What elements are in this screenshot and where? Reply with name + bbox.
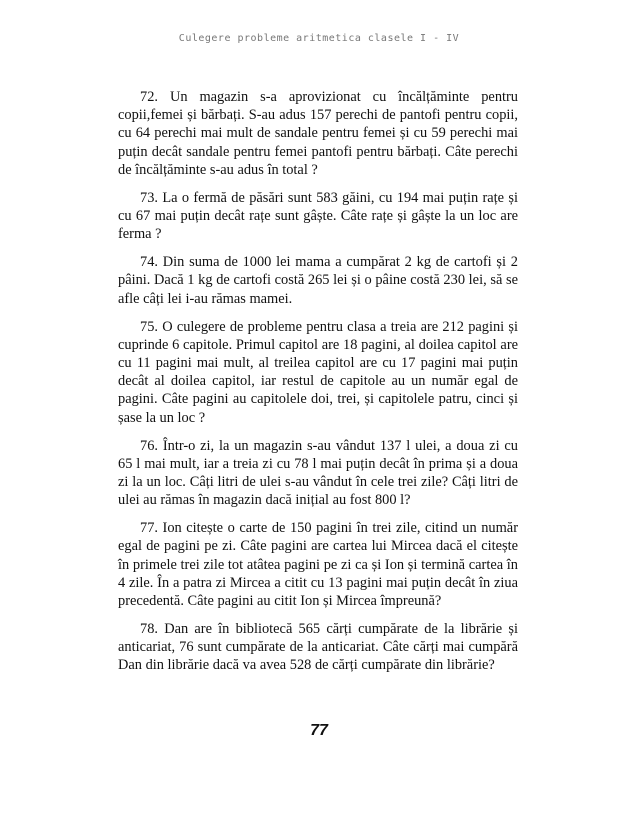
problem-number: 77.	[140, 520, 158, 537]
problem-text: La o fermă de păsări sunt 583 găini, cu 194 mai puțin rațe și cu 67 mai puțin decât rațe sunt gâște. Câte rațe și gâște la un loc are ferma ?	[118, 189, 518, 243]
problem-number: 78.	[140, 621, 158, 638]
problem-text: Ion citește o carte de 150 pagini în trei zile, citind un număr egal de pagini pe zi. Câte pagini are cartea lui Mircea dacă el citește în primele trei zile tot atâtea pagini pe zi ca și Ion și termină cartea în 4 zile. În a patra zi Mircea a citit cu 13 pagini mai puțin decât în ziua precedentă. Câte pagini au citit Ion și Mircea împreună?	[118, 520, 518, 610]
problem-76	[118, 437, 518, 510]
problem-text: Dan are în bibliotecă 565 cărți cumpărate de la librărie și anticariat, 76 sunt cumpărate de la anticariat. Câte cărți mai cumpără Dan din librărie dacă va avea 528 de cărți cumpărate din librărie?	[118, 621, 518, 674]
running-header: Culegere probleme aritmetica clasele I - IV	[178, 33, 460, 44]
problem-text: O culegere de probleme pentru clasa a treia are 212 pagini și cuprinde 6 capitole. Primul capitol are 18 pagini, al doilea capitol are cu 11 pagini mai mult, al treilea capitol are cu 17 pagini mai puțin decât al doilea capitol, iar restul de capitole au un număr egal de pagini. Câte pagini au capitolele doi, trei, și capitolele patru, cinci și șase la un loc ?	[118, 318, 518, 426]
problem-77	[118, 519, 518, 610]
problem-74	[118, 253, 518, 308]
problem-text: Din suma de 1000 lei mama a cumpărat 2 kg de cartofi și 2 pâini. Dacă 1 kg de cartofi costă 265 lei și o pâine costă 230 lei, să se afle câți lei i-au rămas mamei.	[118, 254, 518, 307]
problem-number: 75.	[140, 318, 158, 335]
problem-number: 76.	[140, 437, 158, 454]
problem-78	[118, 620, 518, 675]
problem-text: Un magazin s-a aprovizionat cu încălțăminte pentru copii,femei și bărbați. S-au adus 157 perechi de pantofi pentru copii, cu 64 perechi mai mult de sandale pentru femei și cu 59 perechi mai puțin decât sandale pentru femei pantofi pentru bărbați. Câte perechi de încălțăminte s-au adus în total ?	[118, 89, 518, 178]
problem-text: Într-o zi, la un magazin s-au vândut 137 l ulei, a doua zi cu 65 l mai mult, iar a treia zi cu 78 l mai puțin decât în prima și a doua zi la un loc. Câți litri de ulei s-au vândut în cele trei zile? Câți litri de ulei au rămas în magazin dacă inițial au fost 800 l?	[118, 437, 518, 509]
problem-number: 72.	[140, 89, 158, 105]
problem-75	[118, 318, 518, 427]
problem-72	[118, 88, 518, 179]
problem-73	[118, 189, 518, 244]
problem-number: 73.	[140, 189, 158, 206]
problem-number: 74.	[140, 254, 158, 271]
page-number: 77	[310, 722, 328, 739]
problem-list	[118, 88, 518, 684]
